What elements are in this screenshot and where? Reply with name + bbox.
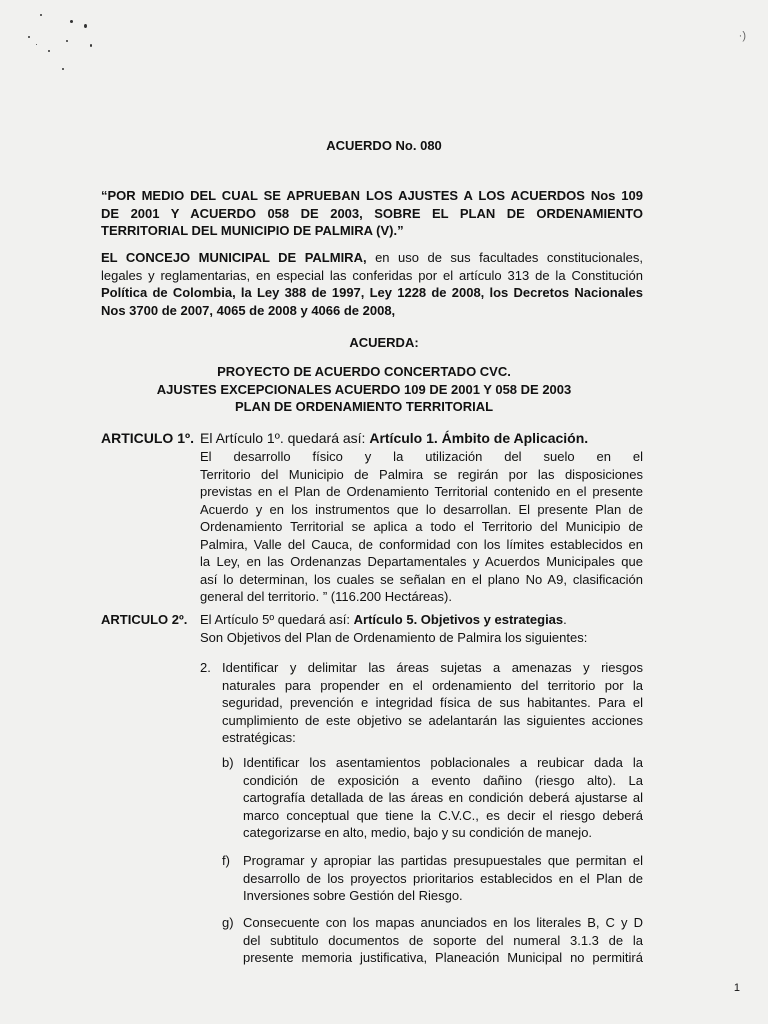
scan-speck [84, 24, 87, 28]
preamble-line [101, 249, 643, 267]
article-1-intro-text: El Artículo 1º. quedará así: [200, 430, 370, 446]
item-g-line: del subtitulo documentos de soporte del numeral 3.1.3 de la [243, 932, 643, 948]
preamble-line: Política de Colombia, la Ley 388 de 1997, Ley 1228 de 2008, los Decretos Nacionales [101, 285, 643, 300]
item-2-line: seguridad, prevención e integridad física de sus habitantes. Para el [222, 695, 643, 710]
item-2-body [222, 659, 643, 747]
item-g-line: Consecuente con los mapas anunciados en los literales B, C y D [243, 915, 643, 930]
article-1-line: El desarrollo físico y la utilización del suelo en el [200, 449, 643, 464]
article-2-body [200, 611, 643, 646]
subtitle-line: TERRITORIAL DEL MUNICIPIO DE PALMIRA (V).” [101, 223, 404, 238]
scan-speck [70, 20, 73, 23]
scan-speck [40, 14, 42, 16]
article-1-line: así lo determinan, los cuales se señalan en el plano No A9, clasificación [200, 571, 643, 587]
item-b-letter: b) [222, 755, 234, 770]
article-1-line: la Ley, en las Ordenanzas Departamentales y Acuerdos Municipales que [200, 554, 643, 569]
preamble-text: en uso de sus facultades constitucionales, [366, 250, 643, 265]
scan-speck [66, 40, 68, 42]
article-1-line: general del territorio. ” (116.200 Hectáreas). [200, 589, 452, 604]
article-1-body [200, 448, 643, 606]
article-2-label: ARTICULO 2º. [101, 612, 188, 627]
page-number: 1 [733, 982, 740, 994]
scan-mark: ·) [738, 30, 746, 42]
project-heading [0, 363, 728, 416]
project-line: AJUSTES EXCEPCIONALES ACUERDO 109 DE 2001 Y 058 DE 2003 [156, 381, 572, 397]
scan-speck [36, 44, 37, 45]
scan-speck [28, 36, 30, 38]
item-b-line: Identificar los asentamientos poblacionales a reubicar dada la [243, 755, 643, 770]
item-2-line: naturales para propender en el ordenamiento del territorio por la [222, 677, 643, 693]
item-f-letter: f) [222, 853, 230, 868]
project-line: PROYECTO DE ACUERDO CONCERTADO CVC. [217, 364, 511, 379]
project-line: PLAN DE ORDENAMIENTO TERRITORIAL [234, 399, 494, 414]
preamble [101, 249, 643, 319]
article-2-line [200, 611, 643, 629]
article-2-line: Son Objetivos del Plan de Ordenamiento de Palmira los siguientes: [200, 629, 588, 645]
article-1-label: ARTICULO 1º. [101, 430, 195, 446]
acuerda-heading: ACUERDA: [349, 335, 419, 350]
article-1-line: Acuerdo y en los instrumentos que lo desarrollan. El presente Plan de [200, 501, 643, 517]
article-1-heading: Artículo 1. Ámbito de Aplicación. [369, 430, 589, 446]
item-2-line: Identificar y delimitar las áreas sujetas a amenazas y riesgos [222, 660, 643, 675]
item-g-body [243, 914, 643, 967]
article-2-heading-end: . [563, 612, 567, 627]
article-1-line: Palmira, Valle del Cauca, de conformidad con los límites establecidos en [200, 536, 643, 552]
item-2-line: estratégicas: [222, 730, 296, 745]
item-f-line: Programar y apropiar las partidas presupuestales que permitan el [243, 853, 643, 868]
article-1-intro [200, 430, 588, 448]
subtitle-line: DE 2001 Y ACUERDO 058 DE 2003, SOBRE EL PLAN DE ORDENAMIENTO [101, 205, 643, 221]
document-subtitle [101, 187, 643, 240]
article-2-intro: El Artículo 5º quedará así: [200, 612, 354, 627]
article-1-line: previstas en el Plan de Ordenamiento Territorial contenido en el presente [200, 484, 643, 499]
item-f-line: Inversiones sobre Gestión del Riesgo. [243, 888, 463, 903]
item-g-letter: g) [222, 915, 234, 930]
item-2-line: cumplimiento de este objetivo se adelantarán las siguientes acciones [222, 712, 643, 728]
scan-speck [90, 44, 92, 47]
item-2-number: 2. [200, 660, 211, 675]
item-b-body [243, 754, 643, 842]
article-1-line: Ordenamiento Territorial se aplica a todo el Territorio del Municipio de [200, 519, 643, 534]
item-f-body [243, 852, 643, 905]
item-b-line: marco conceptual que tiene la C.V.C., es decir el riesgo deberá [243, 807, 643, 823]
item-f-line: desarrollo de los proyectos prioritarios establecidos en el Plan de [243, 870, 643, 886]
subtitle-line: “POR MEDIO DEL CUAL SE APRUEBAN LOS AJUSTES A LOS ACUERDOS Nos 109 [101, 188, 643, 203]
council-name: EL CONCEJO MUNICIPAL DE PALMIRA, [101, 250, 367, 265]
scan-speck [48, 50, 50, 52]
preamble-line: Nos 3700 de 2007, 4065 de 2008 y 4066 de 2008, [101, 302, 396, 318]
item-b-line: cartografía detallada de las áreas en condición deberá ajustarse al [243, 790, 643, 805]
item-b-line: condición de exposición a evento dañino (riesgo alto). La [243, 772, 643, 788]
article-1-line: Territorio del Municipio de Palmira se regirán por las disposiciones [200, 466, 643, 482]
preamble-line: legales y reglamentarias, en especial las conferidas por el artículo 313 de la Constitución [101, 267, 643, 283]
item-b-line: categorizarse en alto, medio, bajo y su condición de manejo. [243, 825, 593, 840]
page-title: ACUERDO No. 080 [326, 138, 442, 153]
article-2-heading: Artículo 5. Objetivos y estrategias [353, 612, 564, 627]
item-g-line: presente memoria justificativa, Planeación Municipal no permitirá [243, 950, 643, 965]
scan-speck [62, 68, 64, 70]
